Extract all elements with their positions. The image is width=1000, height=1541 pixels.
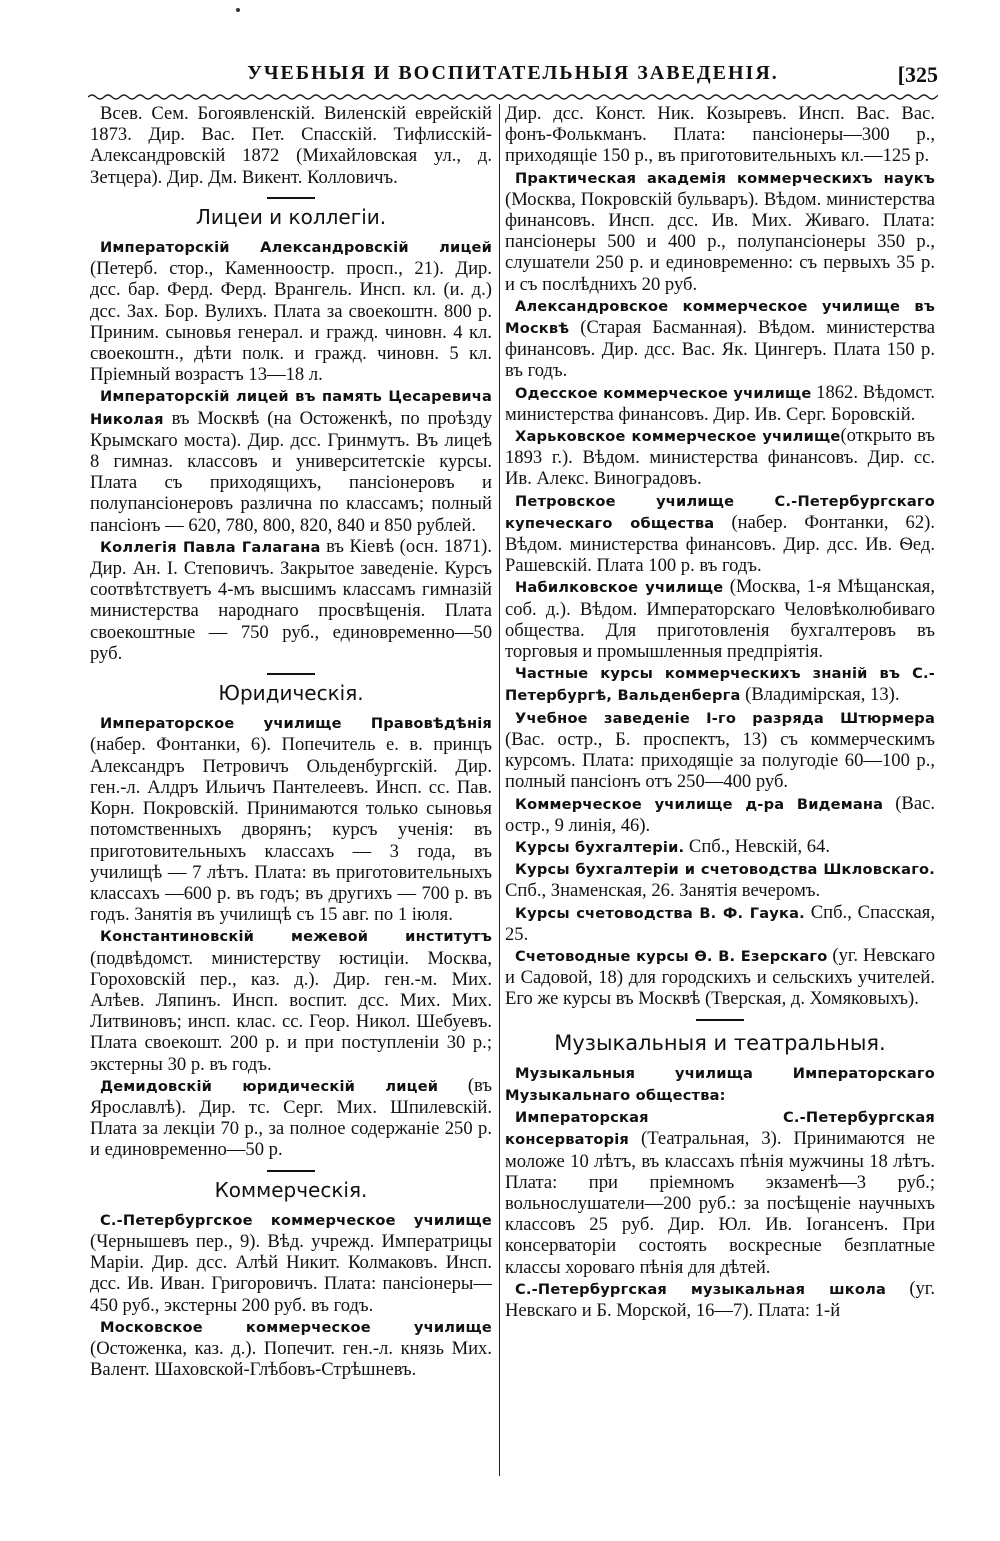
- entry-name: Курсы бухгалтеріи.: [515, 838, 685, 856]
- entry-name: Учебное заведеніе І-го разряда Штюрмера: [515, 709, 935, 727]
- entry-name: С.-Петербургское коммерческое училище: [100, 1211, 492, 1229]
- entry-name: Петровское училище С.-Петербургскаго купеческаго общества: [505, 492, 935, 532]
- entry-spb-commercial-school: [90, 1209, 492, 1316]
- entry-text: (уг. Невскаго и Б. Морской, 16—7). Плата: 1-й: [505, 1277, 935, 1321]
- entry-practical-academy: [505, 167, 935, 295]
- entry-music-society: [505, 1062, 935, 1106]
- entry-text: (Чернышевъ пер., 9). Вѣд. учрежд. Императрицы Маріи. Дир. дсс. Алѣй Никит. Колмаковъ. Инсп. дсс. Ив. Иван. Григоровичъ. Плата: пансіонеры—450 руб., экстерны 200 руб. въ годъ.: [90, 1230, 492, 1316]
- entry-name: Одесское коммерческое училище: [515, 384, 812, 402]
- entry-demidov-lyceum: [90, 1075, 492, 1161]
- entry-galagan-college: [90, 536, 492, 664]
- wavy-rule: [88, 92, 938, 102]
- entry-text: (Владимірская, 13).: [740, 684, 900, 706]
- entry-nabilkov-school: [505, 576, 935, 662]
- entry-text: (подвѣдомст. министерству юстиціи. Москва, Гороховскій пер., каз. д.). Дир. ген.-м. Мих. Алѣев. Ляпинъ. Инсп. воспит. дсс. Мих. Мих. Литвиновъ; инсп. клас. сс. Геор. Никол. Шебуевъ. Плата своекошт. 200 р. и при поступленіи 30 р.; экстерны 30 р. въ годъ.: [90, 947, 492, 1075]
- running-header: [88, 60, 938, 94]
- entry-text: (Вас. остр., 9 линія, 46).: [505, 792, 935, 836]
- entry-wiedemann-school: [505, 793, 935, 836]
- entry-text: (Москва, Покровскій бульваръ). Вѣдом. министерства финансовъ. Инсп. дсс. Ив. Мих. Живаго. Плата: пансіонеры 500 и 400 р., полупансіонеры 350 р., слушатели 250 р. и единовременно: съ первыхъ 35 р. и съ послѣднихъ 20 руб.: [505, 188, 935, 295]
- entry-text: (Москва, 1-я Мѣщанская, соб. д.). Вѣдом. Императорскаго Человѣколюбиваго общества. Для приготовленія бухгалтеровъ въ торговыя и промышленныя предпріятія.: [505, 576, 935, 663]
- entry-name: Частные курсы коммерческихъ знаній въ С.-Петербургѣ, Вальденберга: [505, 665, 935, 705]
- section-divider: [267, 1170, 315, 1172]
- entry-name: Императорское училище Правовѣдѣнія: [100, 715, 492, 733]
- entry-text: (набер. Фонтанки, 62). Вѣдом. министерства финансовъ. Дир. дсс. Ив. Ѳед. Рашевскій. Плата 100 р. въ годъ.: [505, 511, 935, 577]
- entry-waldenberg-courses: [505, 662, 935, 706]
- entry-name: Демидовскій юридическій лицей: [100, 1077, 439, 1095]
- right-column: [505, 103, 935, 1321]
- entry-text: (Петерб. стор., Каменноостр. просп., 21). Дир. дсс. бар. Ферд. Ферд. Врангель. Инсп. кл. (и. д.) дсс. Зах. Бор. Вулихъ. Плата за своекоштн. 800 р. Приним. сыновья генерал. и гражд. чиновн. 4 кл. своекоштн., дѣти полк. и гражд. чиновн. 5 кл. Пріемный возрастъ 13—18 л.: [90, 258, 492, 386]
- entry-text: (Старая Басманная). Вѣдом. министерства финансовъ. Дир. дсс. Вас. Як. Цингеръ. Плата 150 р. въ годъ.: [505, 317, 935, 382]
- section-divider: [696, 1019, 744, 1021]
- entry-name: Музыкальныя училища Императорскаго Музыкальнаго общества:: [505, 1064, 935, 1104]
- section-divider: [267, 673, 315, 675]
- entry-name: Набилковское училище: [515, 579, 724, 597]
- entry-odessa-school: [505, 382, 935, 425]
- entry-name: Практическая академія коммерческихъ наукъ: [515, 169, 935, 187]
- entry-text: (въ Ярославлѣ). Дир. тс. Серг. Мих. Шпилевскій. Плата за лекціи 70 р., за полное содержаніе 250 р. и единовременно—50 р.: [90, 1074, 492, 1161]
- entry-name: Александровское коммерческое училище въ Москвѣ: [505, 297, 935, 338]
- entry-shklovsky-courses: [505, 858, 935, 901]
- entry-sturmer-school: [505, 707, 935, 793]
- entry-name: Счетоводные курсы Ѳ. В. Езерскаго: [515, 947, 828, 965]
- entry-konstantin-institute: [90, 925, 492, 1074]
- entry-text: Спб., Невскій, 64.: [684, 835, 830, 857]
- print-speck: [236, 8, 240, 12]
- entry-jurisprudence-school: [90, 712, 492, 925]
- entry-text: (открыто въ 1893 г.). Вѣдом. министерства финансовъ. Дир. сс. Ив. Алекс. Виноградовъ.: [505, 425, 935, 490]
- entry-name: Коммерческое училище д-ра Видемана: [515, 795, 884, 813]
- entry-name: Константиновскій межевой институтъ: [100, 928, 492, 946]
- entry-text: (уг. Невскаго и Садовой, 18) для городскихъ и сельскихъ учителей. Его же курсы въ Москвѣ (Тверская, д. Хомяковыхъ).: [505, 944, 936, 1010]
- entry-name: Императорская С.-Петербургская консерваторія: [505, 1109, 935, 1149]
- section-heading-music: Музыкальныя и театральныя.: [554, 1030, 886, 1055]
- intro-paragraph: Всев. Сем. Богоявленскій. Виленскій еврейскій 1873. Дир. Вас. Пет. Спасскій. Тифлисскій-Александровскій 1872 (Михайловская ул., д. Зетцера). Дир. Дм. Викент. Колловичъ.: [90, 103, 492, 188]
- left-column: [90, 103, 492, 1380]
- entry-bookkeeping-courses: [505, 836, 935, 858]
- entry-text: (набер. Фонтанки, 6). Попечитель е. в. принцъ Александръ Петровичъ Ольденбургскій. Дир. ген.-л. Алдръ Ильичъ Пантелеевъ. Инсп. сс. Пав. Корн. Покровскій. Принимаются только сыновья потомственныхъ дворянъ; курсъ ученія: въ приготовительныхъ классахъ — 3 года, въ училищѣ — 7 лѣтъ. Плата: въ приготовительныхъ классахъ —600 р. въ годъ; въ другихъ — 700 р. въ годъ. Занятія въ училищѣ съ 15 авг. по 1 іюля.: [90, 734, 492, 926]
- entry-petrovsk-school: [505, 490, 935, 577]
- section-heading-juridical: Юридическія.: [218, 681, 364, 706]
- entry-ezersky-courses: [505, 945, 935, 1010]
- page-number: [325: [897, 62, 938, 87]
- entry-name: С.-Петербургская музыкальная школа: [515, 1280, 887, 1298]
- column-divider: [499, 104, 500, 1476]
- entry-text: въ Кіевѣ (осн. 1871). Дир. Ан. І. Степовичъ. Закрытое заведеніе. Курсъ соотвѣтствуетъ 4-мъ высшимъ классамъ гимназій министерства народнаго просвѣщенія. Плата своекоштные — 750 руб., единовременно—50 руб.: [90, 535, 492, 664]
- entry-name: Императорскій Александровскій лицей: [100, 239, 492, 257]
- continued-paragraph: Дир. дсс. Конст. Ник. Козыревъ. Инсп. Вас. Вас. фонъ-Фолькманъ. Плата: пансіонеры—300 р., приходящіе 150 р., въ приготовительныхъ кл.—125 р.: [505, 103, 935, 167]
- entry-name: Московское коммерческое училище: [100, 1318, 492, 1336]
- entry-music-school: [505, 1278, 935, 1321]
- entry-alexander-lyceum: [90, 236, 492, 385]
- entry-kharkov-school: [505, 425, 935, 490]
- section-heading-commercial: Коммерческія.: [214, 1177, 368, 1202]
- entry-name: Коллегія Павла Галагана: [100, 538, 321, 556]
- running-title: УЧЕБНЫЯ И ВОСПИТАТЕЛЬНЫЯ ЗАВЕДЕНІЯ.: [247, 62, 779, 84]
- entry-conservatory: [505, 1106, 935, 1278]
- entry-name: Курсы бухгалтеріи и счетоводства Шкловскаго.: [515, 861, 935, 879]
- entry-text: Спб., Знаменская, 26. Занятія вечеромъ.: [505, 880, 821, 902]
- entry-text: 1862. Вѣдомст. министерства финансовъ. Дир. Ив. Серг. Боровскій.: [505, 381, 935, 425]
- section-heading-lycei: Лицеи и коллегіи.: [195, 204, 387, 229]
- entry-moscow-commercial-school: [90, 1316, 492, 1381]
- entry-nicholas-lyceum: [90, 385, 492, 535]
- entry-gauk-courses: [505, 902, 935, 945]
- entry-name: Харьковское коммерческое училище: [515, 428, 841, 446]
- section-divider: [267, 197, 315, 199]
- entry-text: (Остоженка, каз. д.). Попечит. ген.-л. князь Мих. Валент. Шаховской-Глѣбовъ-Стрѣшневъ.: [90, 1337, 492, 1381]
- entry-text: Спб., Спасская, 25.: [505, 901, 935, 945]
- entry-text: (Вас. остр., Б. проспектъ, 13) съ коммерческимъ курсомъ. Плата: приходящіе за полугодіе 60—100 р., полный пансіонъ отъ 250—400 руб.: [505, 728, 935, 793]
- entry-name: Императорскій лицей въ память Цесаревича Николая: [90, 388, 492, 428]
- entry-text: въ Москвѣ (на Остоженкѣ, по проѣзду Крымскаго моста). Дир. дсс. Гринмутъ. Въ лицеѣ 8 гимназ. классовъ и университетскіе курсы. Плата съ приходящихъ, пансіонеровъ и полупансіонеровъ различна по классамъ; полный пансіонъ — 620, 780, 800, 820, 840 и 850 рублей.: [90, 407, 492, 536]
- entry-text: (Театральная, 3). Принимаются не моложе 10 лѣтъ, въ классахъ пѣнія мужчины 18 лѣтъ. Плата: при пріемномъ экзаменѣ—3 руб.; вольнослушатели—200 руб.: за посѣщеніе научныхъ классовъ 25 руб. Дир. Юл. Ив. Іогансенъ. При консерваторіи состоять воскресные безплатные классы хороваго пѣнія для дѣтей.: [505, 1128, 935, 1278]
- entry-name: Курсы счетоводства В. Ф. Гаука.: [515, 904, 805, 922]
- entry-alexandrovsk-school: [505, 295, 935, 382]
